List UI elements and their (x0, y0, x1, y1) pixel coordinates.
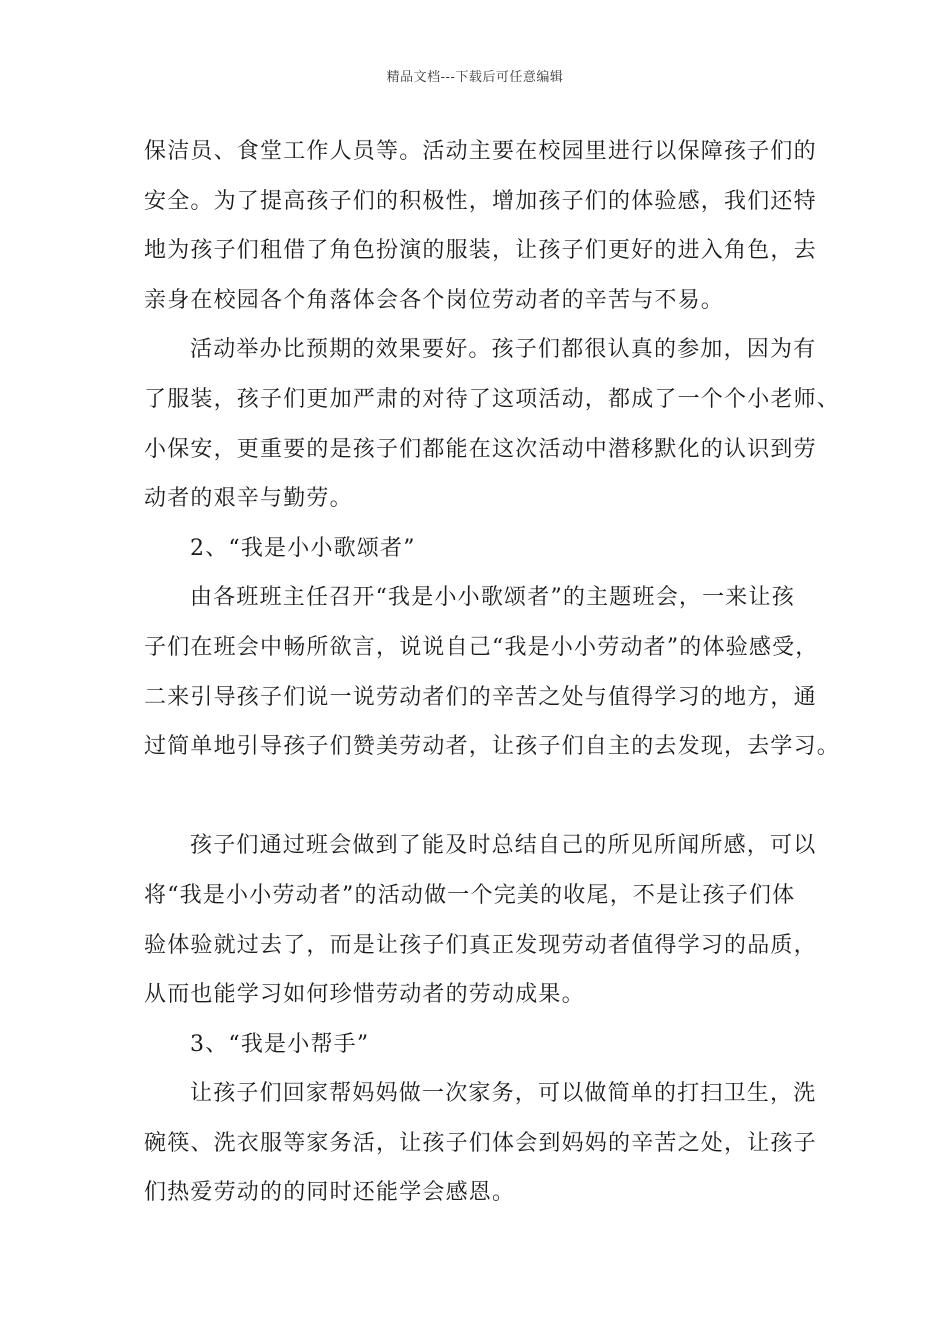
paragraph-line: 亲身在校园各个角落体会各个岗位劳动者的辛苦与不易。 (144, 287, 725, 313)
paragraph-line: 从而也能学习如何珍惜劳动者的劳动成果。 (144, 982, 585, 1008)
paragraph-line: 活动举办比预期的效果要好。孩子们都很认真的参加，因为有 (190, 337, 817, 363)
paragraph-line: 碗筷、洗衣服等家务活，让孩子们体会到妈妈的辛苦之处，让孩子 (144, 1130, 817, 1156)
paragraph-line: 保洁员、食堂工作人员等。活动主要在校园里进行以保障孩子们的 (144, 139, 817, 164)
paragraph-line: 地为孩子们租借了角色扮演的服装，让孩子们更好的进入角色，去 (144, 238, 817, 264)
paragraph-line: 小保安，更重要的是孩子们都能在这次活动中潜移默化的认识到劳 (144, 436, 817, 462)
section-heading: 3、“我是小帮手” (190, 1031, 370, 1057)
paragraph-line: 让孩子们回家帮妈妈做一次家务，可以做简单的打扫卫生，洗 (190, 1081, 817, 1107)
document-body (144, 127, 841, 1218)
paragraph-line: 二来引导孩子们说一说劳动者们的辛苦之处与值得学习的地方，通 (144, 684, 817, 710)
paragraph-line: 过简单地引导孩子们赞美劳动者，让孩子们自主的去发现，去学习。 (144, 734, 841, 760)
paragraph-line: 了服装，孩子们更加严肃的对待了这项活动，都成了一个个小老师、 (144, 386, 841, 412)
paragraph-line: 安全。为了提高孩子们的积极性，增加孩子们的体验感，我们还特 (144, 188, 817, 214)
section-heading: 2、“我是小小歌颂者” (190, 535, 416, 561)
page-header: 精品文档---下载后可任意编辑 (386, 70, 564, 85)
paragraph-line: 孩子们通过班会做到了能及时总结自己的所见所闻所感，可以 (190, 833, 817, 859)
paragraph-line: 由各班班主任召开“我是小小歌颂者”的主题班会，一来让孩 (190, 585, 795, 611)
paragraph-line: 将“我是小小劳动者”的活动做一个完美的收尾，不是让孩子们体 (144, 882, 796, 908)
blank-line (144, 772, 816, 822)
paragraph-line: 动者的艰辛与勤劳。 (144, 486, 353, 512)
paragraph-line: 验体验就过去了，而是让孩子们真正发现劳动者值得学习的品质， (144, 932, 817, 958)
paragraph-line: 们热爱劳动的的同时还能学会感恩。 (144, 1180, 516, 1206)
paragraph-line: 子们在班会中畅所欲言，说说自己“我是小小劳动者”的体验感受， (144, 634, 819, 660)
